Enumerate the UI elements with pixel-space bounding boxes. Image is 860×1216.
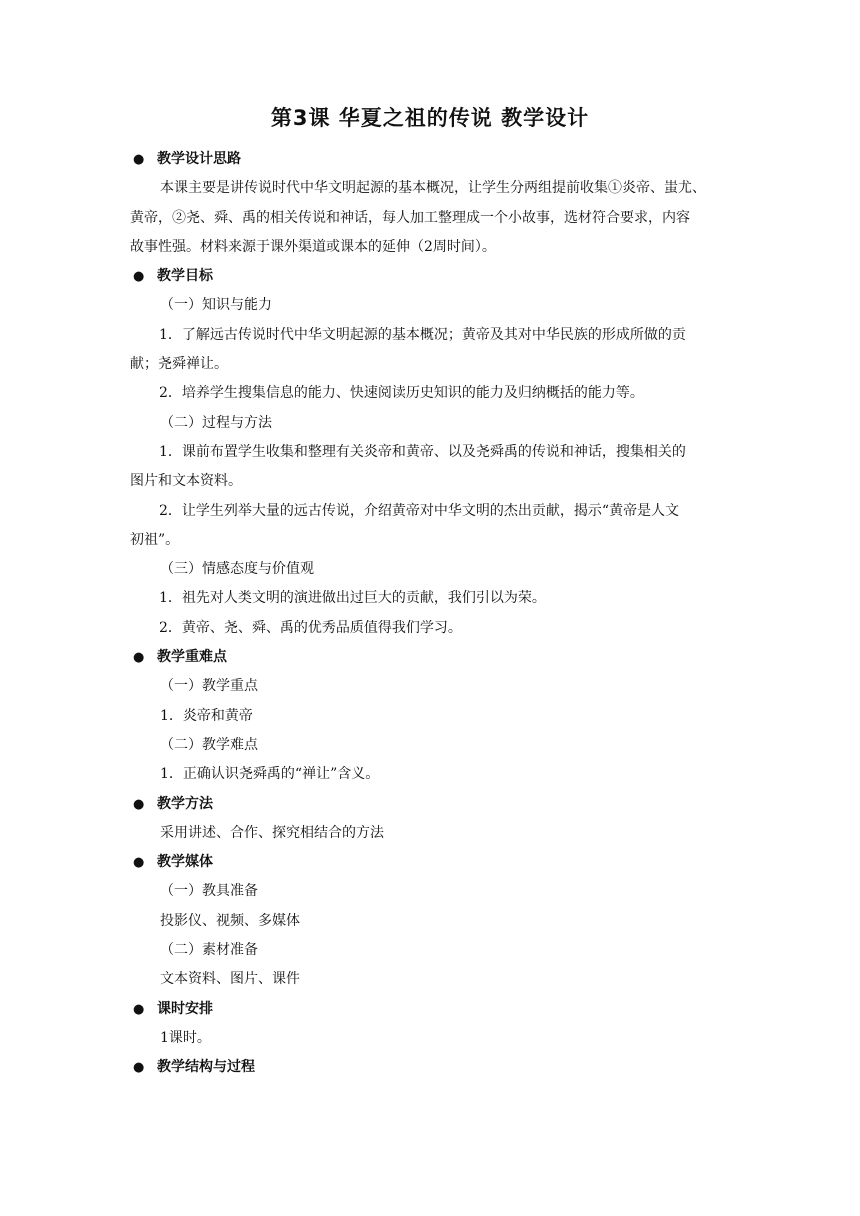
list-item: 1．课前布置学生收集和整理有关炎帝和黄帝、以及尧舜禹的传说和神话，搜集相关的 <box>159 443 686 460</box>
list-item: 1．正确认识尧舜禹的“禅让”含义。 <box>160 766 380 783</box>
section-heading-methods: ● 教学方法 <box>130 790 730 819</box>
section-heading-media: ● 教学媒体 <box>130 848 730 877</box>
list-item-continuation: 献；尧舜禅让。 <box>130 356 228 373</box>
paragraph-line: 故事性强。材料来源于课外渠道或课本的延伸（2周时间）。 <box>130 238 496 255</box>
list-item: 1．了解远古传说时代中华文明起源的基本概况；黄帝及其对中华民族的形成所做的贡 <box>159 326 686 343</box>
paragraph-line: 采用讲述、合作、探究相结合的方法 <box>160 824 384 841</box>
bullet-icon: ● <box>133 152 145 167</box>
subheading: （二）教学难点 <box>160 736 258 753</box>
bullet-icon: ● <box>133 650 145 666</box>
paragraph-line: 1课时。 <box>160 1029 211 1046</box>
bullet-icon: ● <box>133 1001 145 1017</box>
list-item: 2．让学生列举大量的远古传说，介绍黄帝对中华文明的杰出贡献，揭示“黄帝是人文 <box>159 502 680 519</box>
subheading: （一）教学重点 <box>160 678 258 695</box>
bullet-icon: ● <box>133 269 145 285</box>
document-body <box>130 145 730 1083</box>
paragraph-line: 黄帝，②尧、舜、禹的相关传说和神话，每人加工整理成一个小故事，选材符合要求，内容 <box>130 209 690 226</box>
subheading: （二）过程与方法 <box>160 414 272 431</box>
list-item-continuation: 图片和文本资料。 <box>130 473 242 490</box>
list-item: 1．祖先对人类文明的演进做出过巨大的贡献，我们引以为荣。 <box>159 590 546 607</box>
section-heading-schedule: ● 课时安排 <box>130 995 730 1024</box>
bullet-icon: ● <box>133 796 145 812</box>
bullet-icon: ● <box>133 855 145 871</box>
section-heading-objectives: ● 教学目标 <box>130 262 730 291</box>
subheading: （三）情感态度与价值观 <box>160 561 314 578</box>
bullet-icon: ● <box>133 1060 145 1076</box>
subheading: （一）知识与能力 <box>160 297 272 314</box>
page-title: 第3课 华夏之祖的传说 教学设计 <box>270 106 590 130</box>
list-item-continuation: 初祖”。 <box>130 531 180 548</box>
list-item: 1．炎帝和黄帝 <box>160 707 253 724</box>
section-heading-structure: ● 教学结构与过程 <box>130 1053 730 1082</box>
section-heading-design-idea: ● 教学设计思路 <box>130 145 730 174</box>
section-heading-key-points: ● 教学重难点 <box>130 643 730 672</box>
subheading: （二）素材准备 <box>160 942 258 959</box>
list-item: 2．培养学生搜集信息的能力、快速阅读历史知识的能力及归纳概括的能力等。 <box>159 385 644 402</box>
paragraph-line: 投影仪、视频、多媒体 <box>160 912 300 929</box>
subheading: （一）教具准备 <box>160 883 258 900</box>
paragraph-line: 本课主要是讲传说时代中华文明起源的基本概况，让学生分两组提前收集①炎帝、蚩尤、 <box>160 180 706 197</box>
paragraph-line: 文本资料、图片、课件 <box>160 971 300 988</box>
list-item: 2．黄帝、尧、舜、禹的优秀品质值得我们学习。 <box>159 619 462 636</box>
